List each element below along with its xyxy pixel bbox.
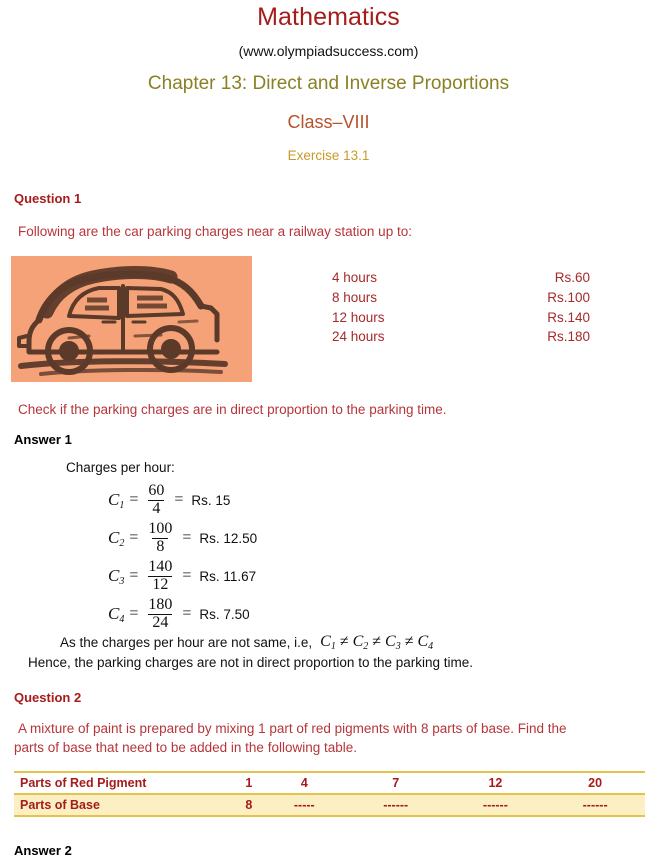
base-cell: ----- — [293, 797, 315, 812]
conclusion-lead-text: As the charges per hour are not same, i.e, — [60, 635, 313, 651]
equals-sign: = — [182, 567, 192, 585]
rate-amount: Rs.100 — [547, 289, 590, 305]
formula-list — [0, 481, 657, 633]
base-cell: ------ — [482, 797, 508, 812]
table-row-red-pigment — [14, 772, 645, 794]
inequality-sequence: $C_1 \ne C_2 \ne C_3 \ne C_4$ — [320, 633, 434, 653]
pigment-ratio-table — [14, 771, 645, 817]
parking-rates-body — [330, 268, 590, 348]
table-row-base — [14, 794, 645, 816]
parking-rates-table — [330, 268, 590, 348]
formula-variable: $C_3$ — [108, 565, 125, 587]
formula-result: Rs. 12.50 — [199, 530, 258, 546]
fraction — [144, 559, 176, 594]
fraction — [144, 521, 176, 556]
chapter-title: Chapter 13: Direct and Inverse Proportions — [147, 73, 510, 94]
red-pigment-cell: 12 — [488, 775, 503, 790]
question-1-heading: Question 1 — [14, 191, 82, 206]
formula-variable: $C_1$ — [108, 489, 125, 511]
rate-hours: 8 hours — [332, 289, 378, 305]
fraction — [144, 597, 176, 632]
rate-amount: Rs.60 — [554, 269, 590, 285]
conclusion-final-text: Hence, the parking charges are not in direct proportion to the parking time. — [28, 655, 473, 671]
table-row — [330, 308, 590, 328]
equals-sign: = — [129, 605, 139, 623]
row-label-red-pigment: Parts of Red Pigment — [20, 775, 147, 790]
car-sketch-image — [11, 256, 252, 382]
fraction-numerator: 100 — [148, 519, 173, 537]
equals-sign: = — [182, 605, 192, 623]
question-2-text-line-1: A mixture of paint is prepared by mixing 1 part of red pigments with 8 parts of base. Find the — [18, 721, 567, 737]
conclusion-inequality-line — [60, 633, 657, 652]
answer-2-heading: Answer 2 — [14, 842, 72, 858]
equals-sign: = — [129, 529, 139, 547]
fraction-numerator: 180 — [148, 595, 173, 613]
formula-result: Rs. 7.50 — [199, 606, 250, 622]
fraction-denominator: 4 — [148, 500, 164, 518]
rate-amount: Rs.180 — [547, 329, 590, 345]
formula-result: Rs. 11.67 — [199, 568, 257, 584]
fraction-denominator: 12 — [148, 576, 172, 594]
pigment-table-body — [14, 772, 645, 816]
question-2-heading: Question 2 — [14, 690, 82, 706]
site-url: (www.olympiadsuccess.com) — [238, 43, 419, 59]
rate-hours: 4 hours — [332, 269, 378, 285]
base-cell: ------ — [383, 797, 409, 812]
table-row — [330, 288, 590, 308]
not-equal-icon: ≠ — [404, 633, 414, 651]
formula-c4 — [108, 595, 657, 633]
charges-per-hour-label: Charges per hour: — [66, 460, 175, 476]
row-label-base: Parts of Base — [20, 797, 100, 812]
question-1-figure-row — [0, 256, 657, 384]
equals-sign: = — [182, 529, 192, 547]
red-pigment-cell: 1 — [245, 775, 253, 790]
formula-variable: $C_4$ — [108, 603, 125, 625]
formula-c3 — [108, 557, 657, 595]
fraction — [144, 483, 168, 518]
formula-variable: $C_2$ — [108, 527, 125, 549]
red-pigment-cell: 4 — [300, 775, 308, 790]
rate-hours: 24 hours — [332, 329, 385, 345]
fraction-denominator: 8 — [152, 538, 168, 556]
class-title: Class–VIII — [287, 112, 370, 132]
question-1-intro: Following are the car parking charges near a railway station up to: — [18, 224, 412, 239]
formula-c1 — [108, 481, 657, 519]
fraction-numerator: 140 — [148, 557, 173, 575]
not-equal-icon: ≠ — [339, 633, 349, 651]
exercise-title: Exercise 13.1 — [287, 148, 370, 163]
table-row — [330, 268, 590, 288]
red-pigment-cell: 20 — [588, 775, 603, 790]
base-cell: ------ — [582, 797, 608, 812]
not-equal-icon: ≠ — [372, 633, 382, 651]
question-1-prompt: Check if the parking charges are in direct proportion to the parking time. — [18, 401, 447, 417]
fraction-numerator: 60 — [148, 481, 165, 499]
formula-c2 — [108, 519, 657, 557]
table-row — [330, 327, 590, 347]
equals-sign: = — [174, 491, 184, 509]
red-pigment-cell: 7 — [392, 775, 400, 790]
equals-sign: = — [129, 491, 139, 509]
formula-result: Rs. 15 — [191, 492, 231, 508]
question-2-text-line-2: parts of base that need to be added in the following table. — [14, 739, 357, 755]
fraction-denominator: 24 — [148, 614, 172, 632]
rate-hours: 12 hours — [332, 309, 385, 325]
answer-1-heading: Answer 1 — [14, 432, 72, 448]
equals-sign: = — [129, 567, 139, 585]
page-title: Mathematics — [257, 3, 400, 31]
rate-amount: Rs.140 — [547, 309, 590, 325]
base-cell: 8 — [245, 797, 253, 812]
